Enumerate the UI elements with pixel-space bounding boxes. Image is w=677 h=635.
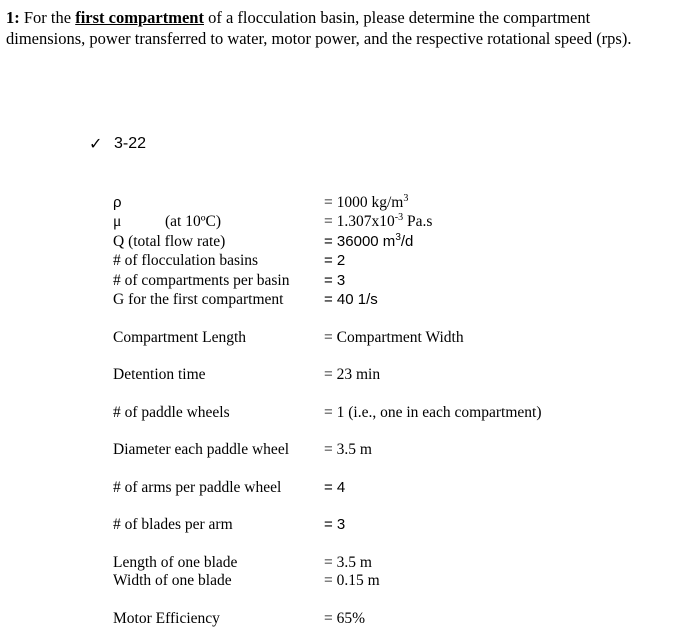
param-label-basins: # of flocculation basins — [113, 252, 259, 269]
question-emphasis: first compartment — [75, 8, 204, 27]
param-value-compartment-length: = Compartment Width — [324, 329, 464, 346]
param-value-arms: = 4 — [324, 479, 346, 496]
param-value-blades: = 3 — [324, 516, 346, 533]
param-label-viscosity: μ (at 10ºC) — [113, 213, 222, 230]
param-value-blade-length: = 3.5 m — [324, 554, 372, 571]
checkmark-icon: ✓ — [89, 134, 103, 153]
param-label-compartments: # of compartments per basin — [113, 272, 290, 289]
param-label-detention-time: Detention time — [113, 366, 206, 383]
question-text-a: For the — [23, 8, 72, 27]
param-label-flow-rate: Q (total flow rate) — [113, 233, 226, 250]
param-label-motor-efficiency: Motor Efficiency — [113, 610, 220, 627]
param-label-density: ρ — [113, 194, 122, 211]
param-value-viscosity: = $1.307x10^{-3}$ Pa.s — [324, 212, 433, 230]
param-label-compartment-length: Compartment Length — [113, 329, 247, 346]
param-label-paddle-wheels: # of paddle wheels — [113, 404, 230, 421]
param-value-paddle-diameter: = 3.5 m — [324, 441, 372, 458]
param-value-detention-time: = 23 min — [324, 366, 381, 383]
param-label-blade-width: Width of one blade — [113, 572, 232, 589]
param-value-compartments: = 3 — [324, 272, 346, 289]
param-value-g-value: = 40 1/s — [324, 291, 378, 308]
param-label-blade-length: Length of one blade — [113, 554, 238, 571]
problem-number: 3-22 — [114, 135, 147, 152]
param-value-paddle-wheels: = 1 (i.e., one in each compartment) — [324, 404, 542, 421]
question-text-b: of a flocculation basin, please determine the compartment dimensions, power transferred to water, motor power, and the respective rotational speed (rps). — [6, 8, 632, 48]
question-number: 1: — [6, 8, 20, 27]
param-label-g-value: G for the first compartment — [113, 291, 284, 308]
question-text — [6, 8, 671, 49]
param-value-density: = 1000 $kg/m^3$ — [324, 193, 409, 211]
param-label-blades: # of blades per arm — [113, 516, 233, 533]
param-label-arms: # of arms per paddle wheel — [113, 479, 282, 496]
param-value-basins: = 2 — [324, 252, 346, 269]
param-value-motor-efficiency: = 65% — [324, 610, 366, 627]
param-label-paddle-diameter: Diameter each paddle wheel — [113, 441, 290, 458]
param-value-blade-width: = 0.15 m — [324, 572, 380, 589]
param-value-flow-rate: = 36000 $m^3/d$ — [324, 232, 414, 250]
